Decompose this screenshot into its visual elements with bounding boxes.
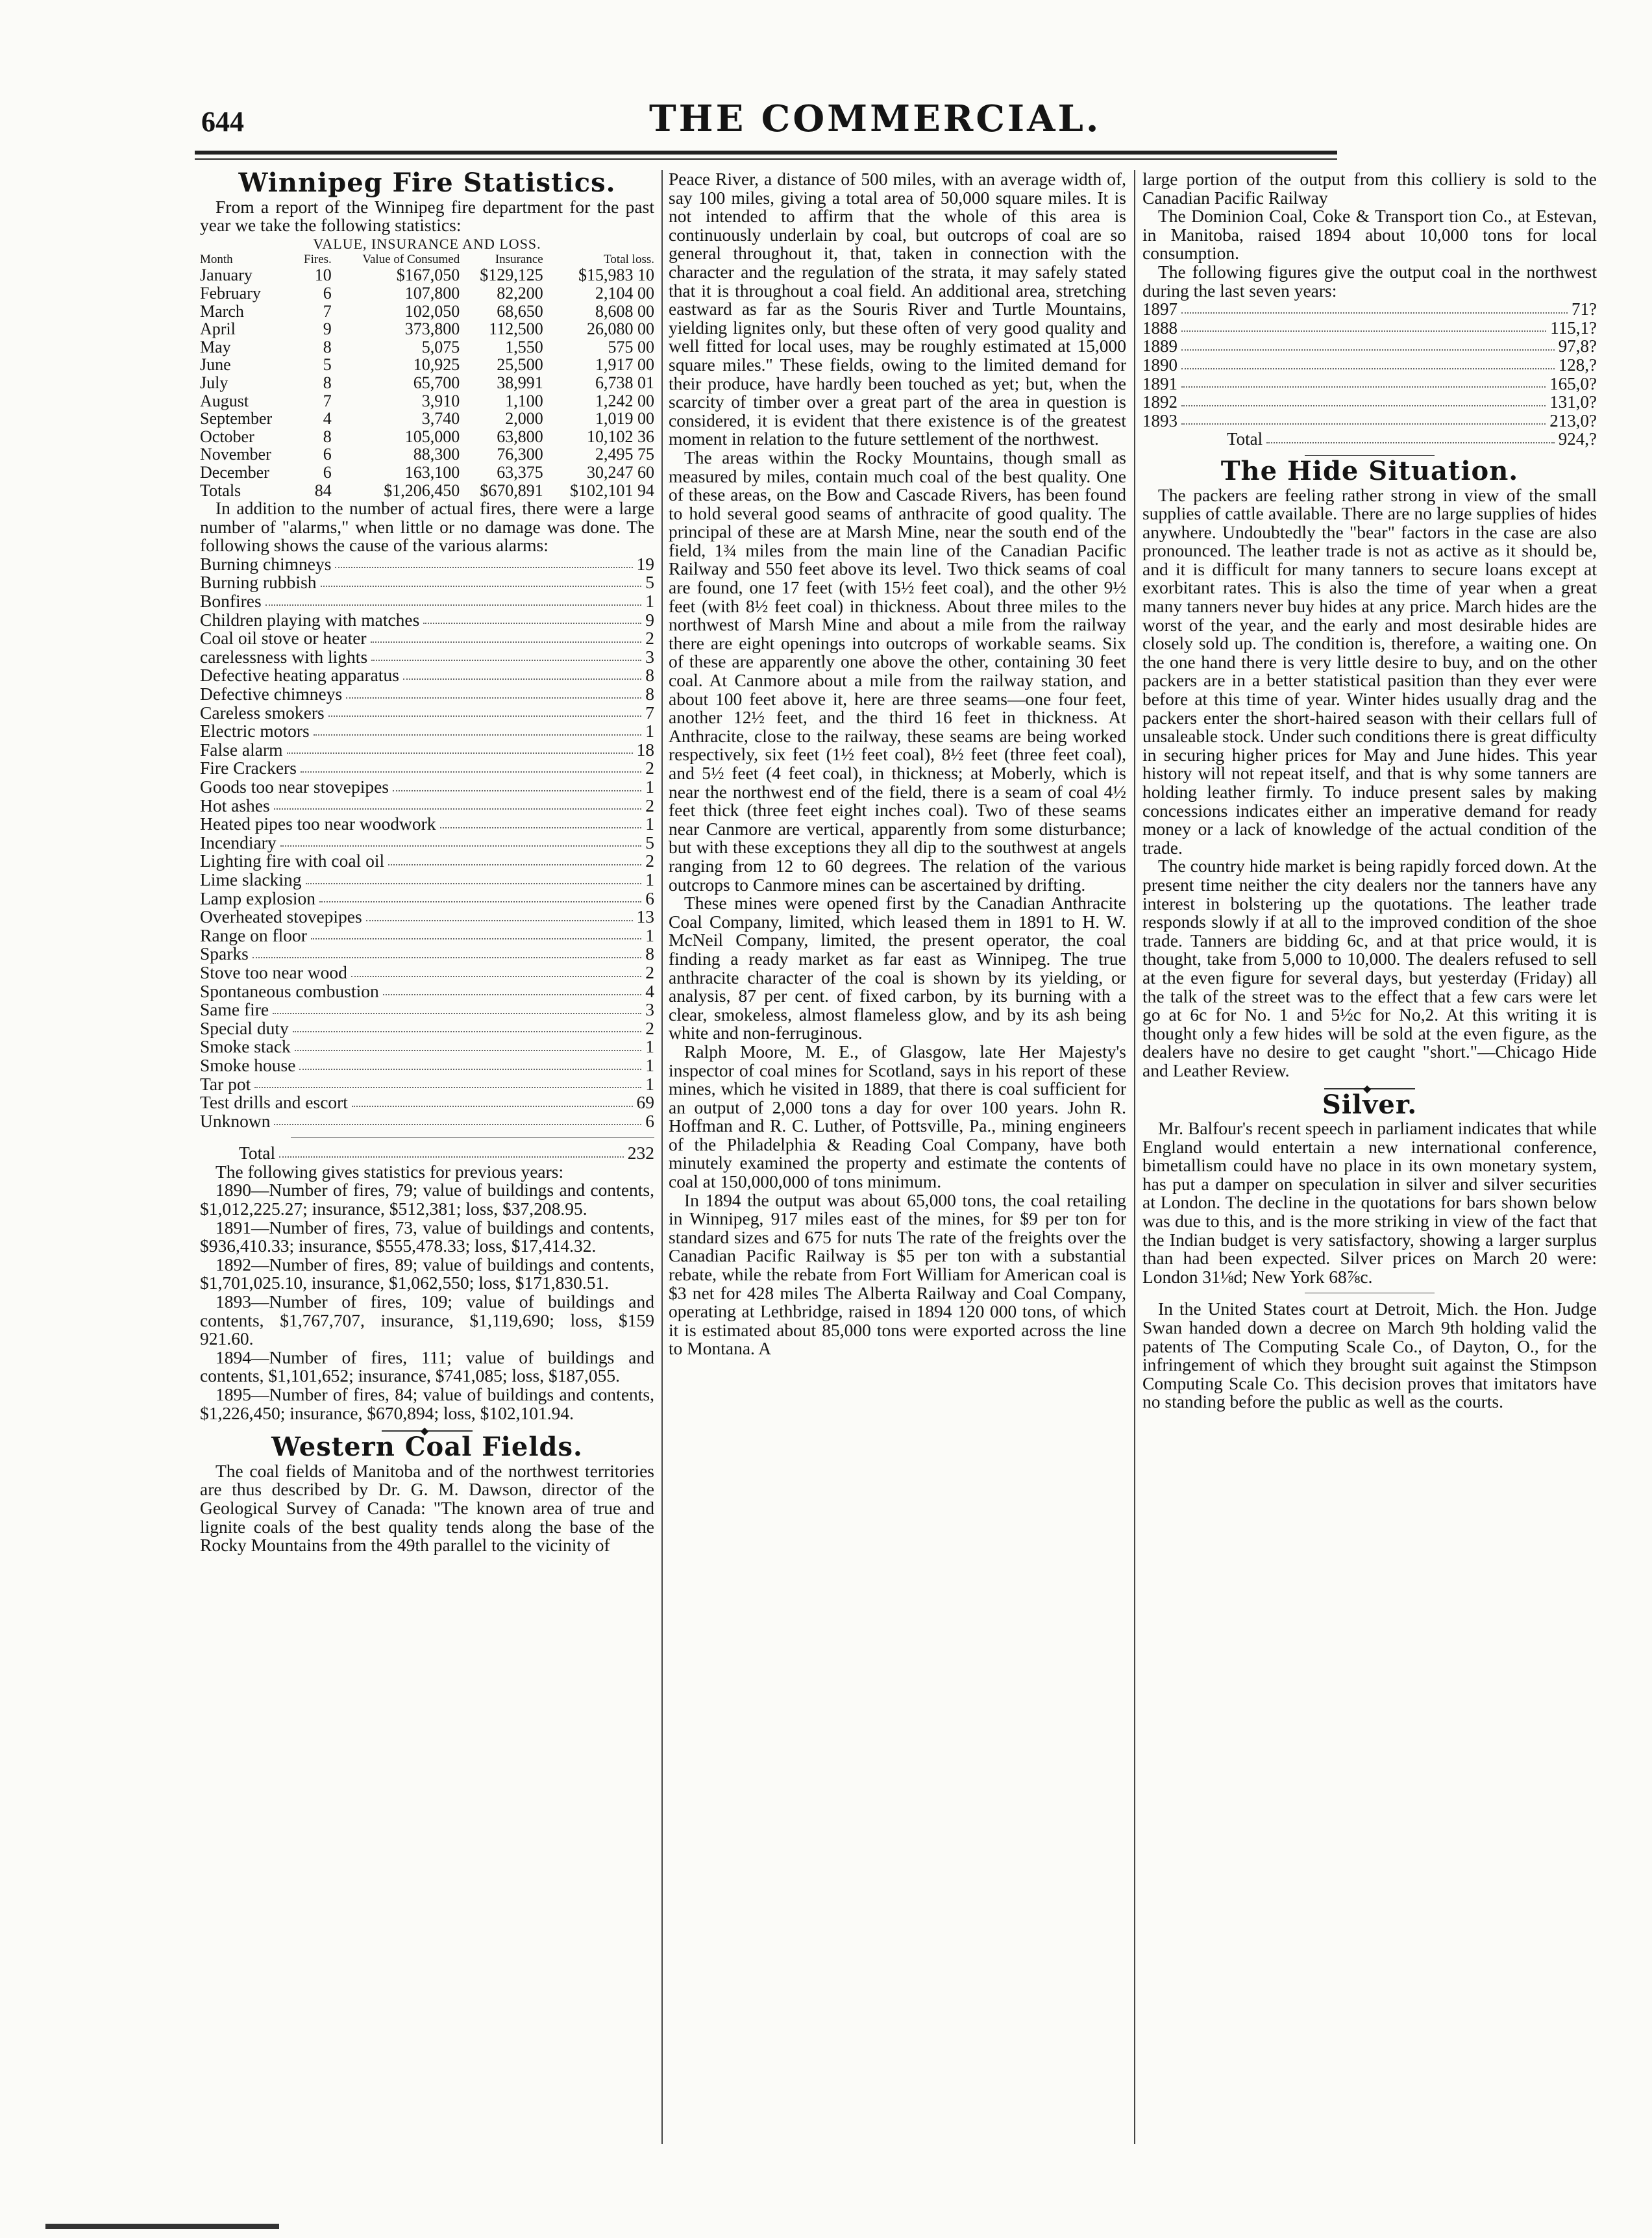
- leader-dots: [273, 1001, 641, 1014]
- cell-value: 65,700: [413, 373, 460, 392]
- fire-totals-row: [200, 482, 654, 500]
- fire-table-row: [200, 445, 654, 464]
- cell-fires: 7: [323, 391, 332, 410]
- cell-value: $167,050: [396, 266, 460, 285]
- leader-dots: [423, 611, 641, 625]
- cause-label: Test drills and escort: [200, 1092, 348, 1113]
- previous-years-list: [200, 1181, 654, 1423]
- cause-label: Overheated stovepipes: [200, 906, 362, 927]
- cell-insurance: 38,991: [497, 373, 543, 392]
- alarm-cause-item: [200, 1001, 654, 1019]
- cell-month: June: [200, 355, 231, 375]
- cause-label: Defective chimneys: [200, 684, 343, 704]
- coal-output-row: [1142, 337, 1597, 356]
- alarm-cause-item: [200, 908, 654, 926]
- coal-year: 1897: [1142, 299, 1177, 319]
- leader-dots: [351, 964, 641, 977]
- cell-month: April: [200, 319, 236, 339]
- fire-table-row: [200, 303, 654, 321]
- alarm-cause-item: [200, 871, 654, 889]
- alarm-cause-item: [200, 778, 654, 797]
- cell-value: 3,740: [421, 409, 460, 429]
- leader-dots: [287, 741, 633, 754]
- coal-total-value: 924,?: [1558, 429, 1597, 449]
- previous-year-entry: 1894—Number of fires, 111; value of buildings and contents, $1,101,652; insurance, $741,085; loss, $187,055.: [200, 1347, 654, 1386]
- coal-output-list: [1142, 300, 1597, 430]
- alarm-cause-item: [200, 945, 654, 964]
- cell-fires: 6: [323, 445, 332, 464]
- cell-month: March: [200, 301, 244, 321]
- leader-dots: [279, 1144, 624, 1158]
- alarm-cause-item: [200, 704, 654, 723]
- cause-label: Lamp explosion: [200, 888, 315, 908]
- coal-p5: Ralph Moore, M. E., of Glasgow, late Her Majesty's inspector of coal mines for Scotland, says in his report of these mines, which he visited in 1889, that there is coal sufficient for an output of 2,000 tons a day for over 100 years. John R. Hoffman and R. C. Luther, of Pottsville, Pa., mining engineers of the Philadelphia & Reading Coal Company, have both minutely examined the property and estimate the contents of coal at 150,000,000 of tons minimum.: [669, 1041, 1126, 1192]
- fire-table-row: [200, 338, 654, 356]
- cause-label: Special duty: [200, 1017, 289, 1038]
- cell-loss: 2,495 75: [595, 445, 654, 464]
- cell-insurance: 112,500: [489, 319, 543, 339]
- section-separator: [1324, 1088, 1415, 1089]
- leader-dots: [311, 926, 641, 940]
- alarm-cause-item: [200, 797, 654, 815]
- leader-dots: [335, 555, 632, 569]
- cause-count: 1: [645, 814, 654, 834]
- cause-label: Bonfires: [200, 591, 262, 612]
- cause-count: 1: [645, 591, 654, 612]
- cell-loss: 8,608 00: [595, 301, 654, 321]
- fire-table-row: [200, 356, 654, 374]
- coal-p3: The areas within the Rocky Mountains, though small as measured by miles, contain much coal of the best quality. One of these areas, on the Bow and Cascade Rivers, has been found to hold several good seams of anthracite of good quality. The principal of these are at Marsh Mine, near the south end of the field, 1¾ miles from the main line of the Canadian Pacific Railway and 550 feet above its level. Two thick seams of coal are found, one 17 feet (with 15½ feet coal), and the other 9½ feet (with 8½ feet coal) in thickness. About three miles to the northwest of Marsh Mine and about a mile from the railway there are eight openings into outcrops of workable seams. Six of these are apparently one above the other, containing 30 feet coal. At Canmore about a mile from the railway station, and about 100 feet above it, here are three seams—one four feet, another 12½ feet, and the third 16 feet in thickness. At Anthracite, close to the railway, these seams are being worked respectively, six feet (1½ feet coal), 8½ feet (three feet coal), and 5½ feet (4 feet coal), in thickness; at Moberly, which is near the northwest end of the field, there is a seam of coal 4½ feet thick (three feet eight inches coal). Two of these seams near Canmore are vertical, apparently from some disturbance; but with these exceptions they all dip to the southwest at angels ranging from 12 to 60 degrees. The relation of the various outcrops to Canmore mines can be ascertained by drifting.: [669, 447, 1126, 895]
- alarms-total-label: Total: [239, 1143, 276, 1163]
- cell-value: 163,100: [404, 462, 460, 482]
- cause-label: Smoke house: [200, 1054, 296, 1075]
- cell-month: October: [200, 427, 254, 446]
- leader-dots: [388, 852, 641, 865]
- alarm-cause-item: [200, 889, 654, 908]
- th-month: Month: [200, 253, 233, 267]
- fire-intro: From a report of the Winnipeg fire department for the past year we take the following statistics:: [200, 196, 654, 236]
- alarm-cause-item: [200, 926, 654, 945]
- cause-count: 6: [645, 1110, 654, 1131]
- alarm-cause-item: [200, 1019, 654, 1038]
- alarm-cause-item: [200, 1112, 654, 1131]
- cell-insurance: 68,650: [497, 301, 543, 321]
- alarm-causes-list: [200, 555, 654, 1130]
- leader-dots: [352, 1093, 633, 1107]
- cause-count: 2: [645, 758, 654, 778]
- leader-dots: [366, 908, 633, 921]
- cell-insurance: 25,500: [497, 355, 543, 375]
- cell-value: 5,075: [421, 337, 460, 356]
- cause-count: 19: [636, 553, 654, 574]
- hide-p2: The country hide market is being rapidly forced down. At the present time neither the city dealers nor the tanners have any interest in bolstering up the quotations. The leather trade responds slowly if at all to the improved condition of the shoe trade. Tanners are bidding 6c, and at that price would, it is thought, take from 5,000 to 10,000. The dealers refused to sell at the even figure for several days, but yesterday (Friday) all the talk of the street was to the effect that a few cars were let go at 6c for No. 1 and 5½c for No,2. At this writing it is thought only a few hides will be sold at the even figure, as the dealers have no desire to get caught "short."—Chicago Hide and Leather Review.: [1142, 856, 1597, 1080]
- leader-dots: [1181, 412, 1546, 425]
- fire-table-body: [200, 266, 654, 481]
- cause-label: Smoke stack: [200, 1036, 291, 1057]
- alarm-cause-item: [200, 834, 654, 852]
- page-header: [201, 97, 1331, 143]
- cell-loss: 10,102 36: [587, 427, 654, 446]
- coal-tons: 131,0?: [1549, 392, 1597, 412]
- coal-p7: large portion of the output from this colliery is sold to the Canadian Pacific Railway: [1142, 169, 1597, 208]
- cause-label: Sparks: [200, 943, 249, 964]
- leader-dots: [274, 797, 642, 810]
- cell-loss: 575 00: [608, 337, 654, 356]
- totals-insurance: $670,891: [480, 480, 543, 500]
- coal-total-label: Total: [1227, 429, 1263, 449]
- cause-label: Children playing with matches: [200, 609, 420, 630]
- cell-insurance: 1,550: [505, 337, 543, 356]
- cause-count: 2: [645, 1017, 654, 1038]
- hide-p1: The packers are feeling rather strong in view of the small supplies of cattle available. There are no large supplies of hides anywhere. Undoubtedly the "bear" factors in the case are also pronounced. The leather trade is not as active as it should be, and it is difficult for many tanners to secure loans except at exorbitant rates. This is also the time of year when a great many tanners never buy hides at any price. March hides are the worst of the year, and the early and most desirable hides are closely sold up. The condition is, therefore, a waiting one. On the one hand there is very little desire to buy, and on the other packers are in a better statistical pasition than they ever were before at this time of year. Winter hides usually drag and the packers enter the short-haired season with their cellars full of unsaleable stock. Under such conditions there is great difficulty in securing higher prices for May and June hides. This year history will not repeat itself, and that is why some tanners are holding leather firmly. To induce present sales by making concessions indicates either an imperative demand for ready money or a lack of knowledge of the actual condition of the trade.: [1142, 484, 1597, 858]
- alarm-cause-item: [200, 1056, 654, 1075]
- cell-insurance: 2,000: [505, 409, 543, 429]
- cause-label: Tar pot: [200, 1073, 251, 1094]
- total-rule: [291, 1137, 654, 1138]
- leader-dots: [1181, 393, 1546, 406]
- coal-tons: 71?: [1572, 299, 1597, 319]
- leader-dots: [328, 704, 642, 717]
- fire-table-row: [200, 410, 654, 428]
- cause-count: 69: [636, 1092, 654, 1113]
- cause-label: Lighting fire with coal oil: [200, 851, 385, 871]
- th-insurance: Insurance: [495, 253, 543, 267]
- coal-output-total: [1142, 430, 1597, 449]
- cell-fires: 10: [314, 266, 332, 285]
- previous-intro: The following gives statistics for previous years:: [216, 1161, 564, 1182]
- leader-dots: [1181, 356, 1555, 369]
- leader-dots: [265, 592, 642, 606]
- cell-insurance: 63,800: [497, 427, 543, 446]
- cause-count: 18: [636, 739, 654, 760]
- cause-count: 4: [645, 980, 654, 1001]
- coal-p6: In 1894 the output was about 65,000 tons, the coal retailing in Winnipeg, 917 miles east of the mines, for $9 per ton for standard sizes and 675 for nuts The rate of the freights over the Canadian Pacific Railway is $5 per ton with a substantial rebate, while the rebate from Fort William for American coal is $3 net for 428 miles The Alberta Railway and Coal Company, operating at Lethbridge, raised in 1894 120 000 tons, of which it is estimated about 85,000 tons were exported across the line to Montana. A: [669, 1189, 1126, 1359]
- coal-year: 1888: [1142, 317, 1177, 338]
- alarm-cause-item: [200, 741, 654, 760]
- cell-insurance: 82,200: [497, 283, 543, 303]
- cell-value: 88,300: [413, 445, 460, 464]
- leader-dots: [306, 871, 642, 884]
- cell-loss: 26,080 00: [587, 319, 654, 339]
- column-2: [669, 170, 1126, 1358]
- cell-month: February: [200, 283, 261, 303]
- coal-p1: The coal fields of Manitoba and of the northwest territories are thus described by Dr. G. M. Dawson, director of the Geological Survey of Canada: "The known area of true and lignite coals of the best quality tends along the base of the Rocky Mountains from the 49th parallel to the vicinity of: [200, 1460, 654, 1556]
- cell-fires: 7: [323, 301, 332, 321]
- cause-count: 1: [645, 1036, 654, 1057]
- cause-label: carelessness with lights: [200, 646, 368, 667]
- cell-insurance: 1,100: [505, 391, 543, 410]
- cell-value: 373,800: [404, 319, 460, 339]
- column-3: [1142, 170, 1597, 1411]
- fire-table-header: [200, 253, 654, 266]
- cause-count: 13: [636, 906, 654, 927]
- alarm-cause-item: [200, 815, 654, 834]
- cell-fires: 8: [323, 373, 332, 392]
- leader-dots: [299, 1056, 641, 1070]
- alarm-cause-item: [200, 555, 654, 574]
- coal-tons: 115,1?: [1550, 317, 1597, 338]
- cause-count: 2: [645, 851, 654, 871]
- coal-tons: 165,0?: [1549, 373, 1597, 393]
- leader-dots: [319, 889, 641, 903]
- header-rule: [195, 151, 1337, 155]
- cause-count: 9: [645, 609, 654, 630]
- fire-table-row: [200, 392, 654, 410]
- coal-output-row: [1142, 300, 1597, 319]
- cause-count: 8: [645, 665, 654, 686]
- leader-dots: [254, 1075, 641, 1089]
- leader-dots: [1181, 300, 1568, 314]
- footer-rule: [45, 2224, 279, 2229]
- alarm-cause-item: [200, 592, 654, 611]
- cause-count: 7: [645, 702, 654, 723]
- alarm-cause-item: [200, 629, 654, 648]
- cell-value: 105,000: [404, 427, 460, 446]
- cause-count: 1: [645, 1054, 654, 1075]
- leader-dots: [321, 573, 642, 587]
- alarm-cause-item: [200, 759, 654, 778]
- coal-tons: 128,?: [1558, 354, 1597, 375]
- leader-dots: [295, 1038, 641, 1051]
- previous-year-entry: 1892—Number of fires, 89; value of buildings and contents, $1,701,025.10, insurance, $1,062,550; loss, $171,830.51.: [200, 1254, 654, 1293]
- coal-output-row: [1142, 356, 1597, 375]
- fire-table: [200, 253, 654, 499]
- cell-loss: $15,983 10: [578, 266, 654, 285]
- cell-insurance: 76,300: [497, 445, 543, 464]
- column-divider-2: [1134, 170, 1135, 2144]
- alarm-cause-item: [200, 1075, 654, 1094]
- coal-year: 1889: [1142, 336, 1177, 356]
- cause-label: Same fire: [200, 999, 269, 1020]
- cell-fires: 4: [323, 409, 332, 429]
- cell-fires: 9: [323, 319, 332, 339]
- cause-count: 2: [645, 628, 654, 649]
- cell-loss: 1,019 00: [595, 409, 654, 429]
- cause-label: Coal oil stove or heater: [200, 628, 367, 649]
- fire-table-row: [200, 320, 654, 338]
- coal-title: Western Coal Fields.: [271, 1432, 583, 1463]
- alarm-cause-item: [200, 666, 654, 685]
- coal-p9: The following figures give the output coal in the northwest during the last seven years:: [1142, 261, 1597, 301]
- cause-count: 3: [645, 999, 654, 1020]
- alarm-cause-item: [200, 648, 654, 667]
- cause-label: Lime slacking: [200, 869, 302, 889]
- fire-table-row: [200, 428, 654, 446]
- cause-label: Careless smokers: [200, 702, 325, 723]
- cause-count: 1: [645, 777, 654, 797]
- cell-month: January: [200, 266, 253, 285]
- alarm-cause-item: [200, 1038, 654, 1056]
- alarm-cause-item: [200, 685, 654, 704]
- leader-dots: [371, 648, 641, 662]
- alarm-cause-item: [200, 1093, 654, 1112]
- cell-fires: 8: [323, 427, 332, 446]
- previous-year-entry: 1895—Number of fires, 84; value of buildings and contents, $1,226,450; insurance, $670,894; loss, $102,101.94.: [200, 1384, 654, 1423]
- cell-month: November: [200, 445, 271, 464]
- column-divider-1: [661, 170, 663, 2144]
- cause-count: 6: [645, 888, 654, 908]
- cell-value: 102,050: [404, 301, 460, 321]
- cell-month: December: [200, 462, 269, 482]
- leader-dots: [1266, 430, 1555, 443]
- masthead: THE COMMERCIAL.: [649, 97, 1102, 140]
- previous-year-entry: 1891—Number of fires, 73, value of buildings and contents, $936,410.33; insurance, $555,478.33; loss, $17,414.32.: [200, 1217, 654, 1256]
- leader-dots: [371, 629, 642, 643]
- alarm-cause-item: [200, 573, 654, 592]
- cause-count: 1: [645, 869, 654, 889]
- leader-dots: [403, 666, 641, 680]
- previous-year-entry: 1893—Number of fires, 109; value of buildings and contents, $1,767,707, insurance, $1,119,690; loss, $159 921.60.: [200, 1291, 654, 1349]
- leader-dots: [301, 759, 641, 773]
- silver-p1: Mr. Balfour's recent speech in parliament indicates that while England would entertain a new international conference, bimetallism could have no place in its own monetary system, has put a damper on speculation in silver and silver securities at London. The decline in the quotations for bars shown below was due to this, and is the more striking in view of the fact that the Indian budget is very satisfactory, showing a larger surplus than had been expected. Silver prices on March 20 were: London 31⅛d; New York 68⅞c.: [1142, 1118, 1597, 1287]
- coal-p4: These mines were opened first by the Canadian Anthracite Coal Company, limited, which leased them in 1891 to H. W. McNeil Company, limited, the present operator, the coal finding a ready market as far east as Winnipeg. The true anthracite character of the coal is shown by its yielding, or analysis, 87 per cent. of fixed carbon, by its burning with a clear, smokeless, almost flameless glow, and by its ash being white and non-ferruginous.: [669, 893, 1126, 1043]
- cause-label: Incendiary: [200, 832, 277, 852]
- silver-title: Silver.: [1322, 1089, 1418, 1120]
- totals-loss: $102,101 94: [570, 480, 654, 500]
- cause-label: Burning rubbish: [200, 572, 317, 593]
- cause-label: Unknown: [200, 1110, 271, 1131]
- cell-loss: 1,242 00: [595, 391, 654, 410]
- coal-year: 1892: [1142, 392, 1177, 412]
- silver-p2: In the United States court at Detroit, Mich. the Hon. Judge Swan handed down a decree on March 9th holding valid the patents of The Computing Scale Co., of Dayton, O., for the infringement of which they brought suit against the Stimpson Computing Scale Co. This decision proves that imitators have no standing before the public as well as the courts.: [1142, 1299, 1597, 1412]
- coal-output-row: [1142, 412, 1597, 430]
- cause-count: 1: [645, 1073, 654, 1094]
- fire-table-row: [200, 266, 654, 284]
- cause-label: Range on floor: [200, 925, 307, 945]
- section-separator: [382, 1430, 473, 1432]
- cell-loss: 1,917 00: [595, 355, 654, 375]
- alarm-cause-item: [200, 722, 654, 741]
- leader-dots: [1181, 337, 1555, 351]
- alarms-total-value: 232: [627, 1143, 654, 1163]
- totals-label: Totals: [200, 480, 241, 500]
- page-number: 644: [201, 106, 244, 138]
- alarm-cause-item: [200, 964, 654, 982]
- alarms-intro: In addition to the number of actual fires, there were a large number of "alarms," when little or no damage was done. The following shows the cause of the various alarms:: [200, 498, 654, 556]
- cause-count: 8: [645, 684, 654, 704]
- column-1: [200, 170, 654, 1555]
- leader-dots: [440, 815, 642, 828]
- th-loss: Total loss.: [604, 253, 654, 267]
- fire-table-caption: VALUE, INSURANCE AND LOSS.: [313, 235, 541, 252]
- cell-value: 10,925: [413, 355, 460, 375]
- alarm-cause-item: [200, 982, 654, 1001]
- fire-table-row: [200, 464, 654, 482]
- cause-label: Spontaneous combustion: [200, 980, 379, 1001]
- th-fires: Fires.: [304, 253, 332, 267]
- previous-year-entry: 1890—Number of fires, 79; value of buildings and contents, $1,012,225.27; insurance, $512,381; loss, $37,208.95.: [200, 1180, 654, 1219]
- leader-dots: [383, 982, 641, 996]
- cause-label: Electric motors: [200, 721, 310, 741]
- leader-dots: [293, 1019, 642, 1033]
- cell-value: 3,910: [421, 391, 460, 410]
- cause-count: 5: [645, 832, 654, 852]
- cause-label: Burning chimneys: [200, 553, 332, 574]
- cell-fires: 8: [323, 337, 332, 356]
- header-rule-thin: [195, 158, 1337, 160]
- coal-output-row: [1142, 393, 1597, 412]
- alarms-total: [200, 1144, 654, 1163]
- alarm-cause-item: [200, 611, 654, 630]
- cause-label: Defective heating apparatus: [200, 665, 399, 686]
- cause-count: 1: [645, 925, 654, 945]
- leader-dots: [274, 1112, 641, 1126]
- cell-loss: 2,104 00: [595, 283, 654, 303]
- alarm-cause-item: [200, 852, 654, 871]
- cell-fires: 6: [323, 283, 332, 303]
- coal-output-row: [1142, 319, 1597, 338]
- totals-fires: 84: [314, 480, 332, 500]
- cell-loss: 6,738 01: [595, 373, 654, 392]
- cause-label: Hot ashes: [200, 795, 270, 815]
- cell-month: July: [200, 373, 228, 392]
- cause-label: False alarm: [200, 739, 283, 760]
- coal-output-row: [1142, 375, 1597, 393]
- totals-value: $1,206,450: [384, 480, 460, 500]
- cell-value: 107,800: [404, 283, 460, 303]
- cause-count: 2: [645, 962, 654, 982]
- coal-p2: Peace River, a distance of 500 miles, with an average width of, say 100 miles, giving a total area of 50,000 square miles. It is not intended to affirm that the whole of this area is continuously underlain by coal, but outcrops of coal are so general throughout it, that, taken in connection with the character and the regulation of the strata, it may safely stated that it is throughout a coal field. An additional area, stretching eastward as far as the Souris River and Turtle Mountains, yielding lignites only, but these often of very good quality and well fitted for local uses, may be roughly estimated at 15,000 square miles." These fields, owing to the limited demand for their produce, have hardly been touched as yet; but, when the scarcity of timber over a great part of the area in question is considered, it is evident that there existence is of the greatest moment in relation to the future settlement of the northwest.: [669, 169, 1126, 449]
- hide-title: The Hide Situation.: [1220, 455, 1519, 486]
- leader-dots: [253, 945, 641, 958]
- coal-year: 1893: [1142, 410, 1177, 430]
- fire-table-row: [200, 284, 654, 303]
- cause-label: Fire Crackers: [200, 758, 297, 778]
- cause-label: Goods too near stovepipes: [200, 777, 389, 797]
- cell-loss: 30,247 60: [587, 462, 654, 482]
- cell-month: May: [200, 337, 231, 356]
- cause-count: 1: [645, 721, 654, 741]
- cause-count: 3: [645, 646, 654, 667]
- cell-insurance: 63,375: [497, 462, 543, 482]
- coal-year: 1890: [1142, 354, 1177, 375]
- leader-dots: [314, 722, 641, 736]
- leader-dots: [346, 685, 641, 699]
- leader-dots: [1181, 319, 1546, 332]
- cell-month: September: [200, 409, 273, 429]
- cell-month: August: [200, 391, 249, 410]
- coal-tons: 97,8?: [1558, 336, 1597, 356]
- leader-dots: [280, 834, 642, 847]
- cause-count: 8: [645, 943, 654, 964]
- cell-fires: 6: [323, 462, 332, 482]
- cause-label: Heated pipes too near woodwork: [200, 814, 436, 834]
- coal-tons: 213,0?: [1549, 410, 1597, 430]
- leader-dots: [393, 778, 641, 791]
- cause-label: Stove too near wood: [200, 962, 347, 982]
- leader-dots: [1181, 375, 1546, 388]
- fire-title: Winnipeg Fire Statistics.: [238, 168, 616, 198]
- fire-table-row: [200, 374, 654, 392]
- cause-count: 2: [645, 795, 654, 815]
- cell-fires: 5: [323, 355, 332, 375]
- cell-insurance: $129,125: [480, 266, 543, 285]
- coal-p8: The Dominion Coal, Coke & Transport tion Co., at Estevan, in Manitoba, raised 1894 about 10,000 tons for local consumption.: [1142, 206, 1597, 264]
- coal-year: 1891: [1142, 373, 1177, 393]
- cause-count: 5: [645, 572, 654, 593]
- th-value: Value of Consumed: [362, 253, 460, 267]
